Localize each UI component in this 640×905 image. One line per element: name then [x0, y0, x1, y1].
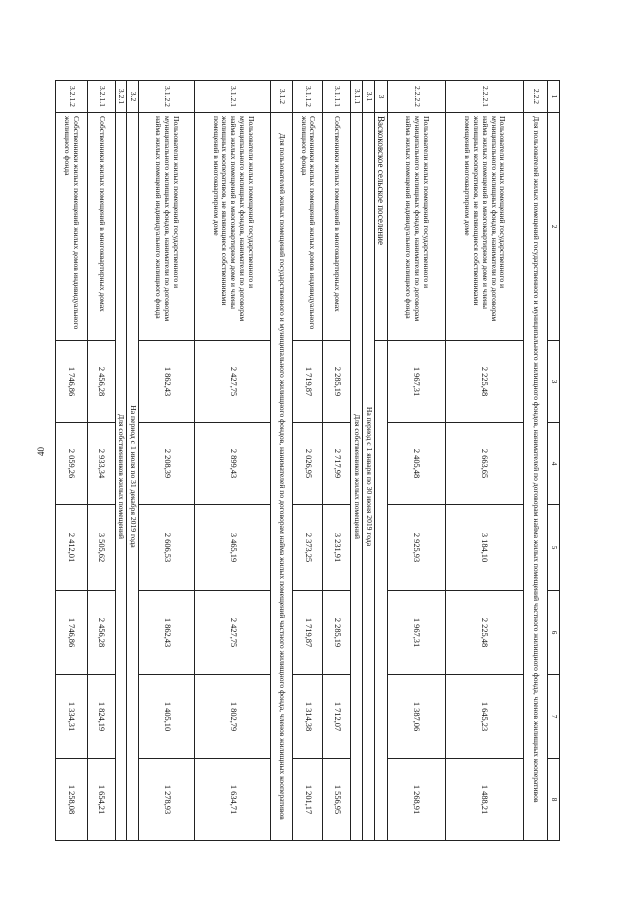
row-description: Собственники жилых помещений в многоквартирных домах: [87, 113, 115, 341]
value-cell: 1 862,43: [139, 341, 195, 423]
section-title: Для пользователей жилых помещений государственного и муниципального жилищного фондов, нанимателей по договорам найма жилых помещений частного жилищного фонда, членов жилищных кооперативов: [524, 113, 548, 841]
row-description: Собственники жилых помещений в многоквартирных домах: [323, 113, 351, 341]
value-cell: 2 208,39: [139, 423, 195, 505]
value-cell: 2 427,75: [195, 591, 271, 675]
row-description: Пользователи жилых помещений государственного и муниципального жилищных фондов, наниматели по договорам найма жилых помещений в многоквартирном доме и члены жилищных кооперативов, не являющиеся собственниками помещений в многоквартирном доме: [446, 113, 524, 341]
row-description: Собственники жилых помещений жилых домов индивидуального жилищного фонда: [55, 113, 87, 341]
section-row: [115, 81, 127, 841]
value-cell: 1 634,71: [195, 759, 271, 841]
row-number: 3.1.2.2: [139, 81, 195, 113]
section-row: [271, 81, 293, 841]
row-number: 3.2: [127, 81, 139, 113]
value-cell: 2 059,26: [55, 423, 87, 505]
row-description: Пользователи жилых помещений государственного и муниципального жилищных фондов, наниматели по договорам найма жилых помещений в многоквартирном доме и члены жилищных кооперативов, не являющиеся собственниками помещений в многоквартирном доме: [195, 113, 271, 341]
value-cell: 1 967,31: [388, 591, 446, 675]
row-number: 2.2.2.2: [388, 81, 446, 113]
page-number: 40: [36, 447, 46, 456]
row-number: 3.2.1: [115, 81, 127, 113]
value-cell: 1 719,87: [293, 341, 323, 423]
header-cell: 5: [548, 505, 560, 591]
header-cell: 6: [548, 591, 560, 675]
value-cell: 2 606,53: [139, 505, 195, 591]
row-number: 3.1.2.1: [195, 81, 271, 113]
value-cell: 1 824,19: [87, 675, 115, 759]
table-row: [55, 81, 87, 841]
value-cell: 3 184,10: [446, 505, 524, 591]
value-cell: 2 373,25: [293, 505, 323, 591]
value-cell: 2 663,65: [446, 423, 524, 505]
row-number: 3.1.1.2: [293, 81, 323, 113]
settlement-title: Васкоковское сельское поселение: [374, 113, 387, 341]
row-number: 3.1.2: [271, 81, 293, 113]
value-cell: 2 427,75: [195, 341, 271, 423]
section-row: [374, 81, 387, 841]
row-description: Пользователи жилых помещений государственного и муниципального жилищных фондов, наниматели по договорам найма жилых помещений индивидуального жилищного фонда: [388, 113, 446, 341]
value-cell: 1 201,17: [293, 759, 323, 841]
table-row: [195, 81, 271, 841]
value-cell: 2 717,99: [323, 423, 351, 505]
header-cell: 4: [548, 423, 560, 505]
value-cell: 3 465,19: [195, 505, 271, 591]
table-row: [388, 81, 446, 841]
table-row: [87, 81, 115, 841]
section-row: [127, 81, 139, 841]
value-cell: 2 899,43: [195, 423, 271, 505]
value-cell: 1 405,10: [139, 675, 195, 759]
row-description: Пользователи жилых помещений государственного и муниципального жилищных фондов, наниматели по договорам найма жилых помещений индивидуального жилищного фонда: [139, 113, 195, 341]
value-cell: 1 746,86: [55, 591, 87, 675]
value-cell: 1 645,23: [446, 675, 524, 759]
row-number: 3.1: [362, 81, 374, 113]
group-title: Для собственников жилых помещений: [115, 113, 127, 841]
value-cell: 1 268,91: [388, 759, 446, 841]
value-cell: 1 802,79: [195, 675, 271, 759]
value-cell: 1 862,43: [139, 591, 195, 675]
header-cell: 7: [548, 675, 560, 759]
value-cell: 1 278,93: [139, 759, 195, 841]
value-cell: 2 456,28: [87, 341, 115, 423]
header-row: [548, 81, 560, 841]
value-cell: 3 231,91: [323, 505, 351, 591]
value-cell: 2 933,34: [87, 423, 115, 505]
table-row: [323, 81, 351, 841]
value-cell: 1 746,86: [55, 341, 87, 423]
value-cell: 3 505,62: [87, 505, 115, 591]
tariff-table: [55, 80, 560, 841]
row-number: 3.2.1.2: [55, 81, 87, 113]
value-cell: 1 387,06: [388, 675, 446, 759]
row-number: 3: [374, 81, 387, 113]
value-cell: 1 654,21: [87, 759, 115, 841]
value-cell: 1 712,07: [323, 675, 351, 759]
value-cell: 1 314,38: [293, 675, 323, 759]
header-cell: 8: [548, 759, 560, 841]
value-cell: 1 719,87: [293, 591, 323, 675]
row-number: 3.2.1.1: [87, 81, 115, 113]
row-number: 2.2.2: [524, 81, 548, 113]
rotated-table-container: [63, 80, 560, 840]
value-cell: 2 225,48: [446, 341, 524, 423]
value-cell: 1 258,08: [55, 759, 87, 841]
value-cell: 2 456,28: [87, 591, 115, 675]
header-cell: 2: [548, 113, 560, 341]
table-row: [446, 81, 524, 841]
table-row: [139, 81, 195, 841]
value-cell: 2 285,19: [323, 591, 351, 675]
value-cell: 2 405,48: [388, 423, 446, 505]
value-cell: 1 334,31: [55, 675, 87, 759]
value-cell: 2 026,95: [293, 423, 323, 505]
section-row: [524, 81, 548, 841]
value-cell: 1 556,95: [323, 759, 351, 841]
section-row: [351, 81, 363, 841]
period-title: На период с 1 июля по 31 декабря 2019 года: [127, 113, 139, 841]
header-cell: 1: [548, 81, 560, 113]
value-cell: 2 412,01: [55, 505, 87, 591]
header-cell: 3: [548, 341, 560, 423]
value-cell: 1 967,31: [388, 341, 446, 423]
value-cell: 2 225,48: [446, 591, 524, 675]
row-number: 2.2.2.1: [446, 81, 524, 113]
row-number: 3.1.1.1: [323, 81, 351, 113]
group-title: Для собственников жилых помещений: [351, 113, 363, 841]
value-cell: 2 925,93: [388, 505, 446, 591]
value-cell: 2 285,19: [323, 341, 351, 423]
period-title: На период с 1 января по 30 июня 2019 года: [362, 113, 374, 841]
group-title: Для пользователей жилых помещений государственного и муниципального жилищного фондов, нанимателей по договорам найма жилых помещений частного жилищного фонда, членов жилищных кооперативов: [271, 113, 293, 841]
row-number: 3.1.1: [351, 81, 363, 113]
row-description: Собственники жилых помещений жилых домов индивидуального жилищного фонда: [293, 113, 323, 341]
table-row: [293, 81, 323, 841]
empty-cell: [374, 341, 387, 841]
section-row: [362, 81, 374, 841]
value-cell: 1 488,21: [446, 759, 524, 841]
